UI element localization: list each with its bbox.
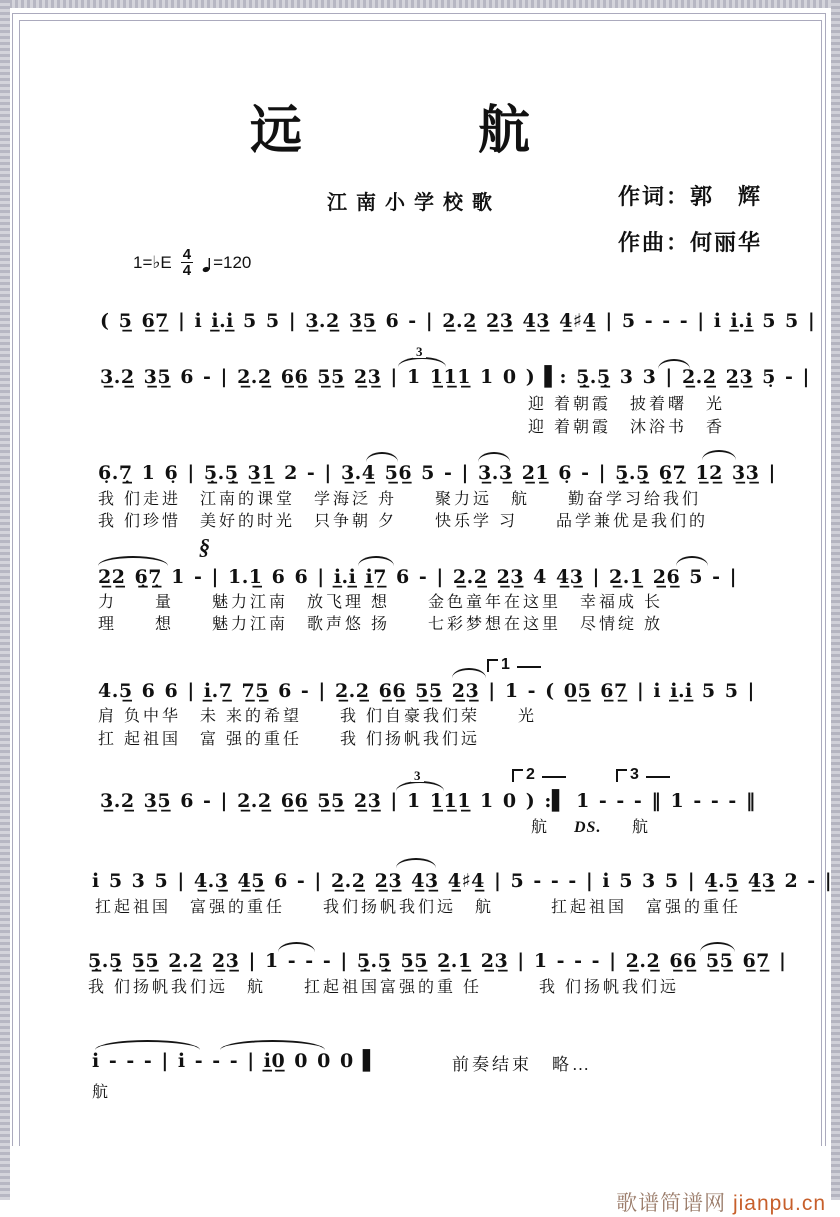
volta-number-1: 1: [501, 656, 510, 673]
lyricist-credit: 作词：郭 辉: [618, 184, 763, 209]
volta-dash: [542, 776, 566, 778]
triplet-label-2: 3: [411, 769, 424, 782]
volta-number-2: 2: [526, 766, 535, 783]
lyrics-line-4b: 理 想 魅力江南 歌声悠 扬 七彩梦想在这里 尽情绽 放: [98, 616, 664, 633]
key-signature: 1=♭E: [133, 252, 172, 272]
page-edge-left: [0, 0, 10, 1200]
coda-note: 前奏结束 略…: [452, 1055, 592, 1074]
volta-bracket-3: [616, 766, 670, 784]
volta-corner: [487, 659, 498, 672]
lyrics-line-9: 航: [92, 1084, 112, 1101]
lyrics-line-6a: 航: [531, 819, 551, 836]
watermark: [602, 1163, 826, 1217]
volta-bracket-1: [487, 656, 541, 674]
lyrics-line-2b: 迎 着朝霞 沐浴书 香: [528, 419, 726, 436]
music-line-2: 3̲.2̲ 3̲5̲ 6 - | 2̲.2̲ 6̲6̲ 5̲5̲ 2̲3̲ | 1 1̲1̲1̲ 1 0 ) ▌: 5̣̲.5̣̲ 3 3 | 2̲.2̲ 2̲3̲ 5̣ - |: [100, 366, 810, 388]
volta-corner: [616, 769, 627, 782]
music-line-9: i - - - | i - - - | i̲0̲ 0 0 0 ▌: [92, 1050, 378, 1072]
volta-dash: [646, 776, 670, 778]
music-line-8: 5̣̲.5̣̲ 5̲5̲ 2̲.2̲ 2̲3̲ | 1 - - - | 5̣̲.5̣̲ 5̲5̲ 2̲.1̲ 2̲3̲ | 1 - - - | 2̲.2̲ 6̲6̲ 5̲5̲ 6̲7̲ |: [88, 950, 787, 972]
music-line-4: 2̲2̲ 6̣̲7̣̲ 1 - | 1.1̲ 6 6 | i̲.i̲ i̲7̲ 6 - | 2̲.2̲ 2̲3̲ 4 4̲3̲ | 2̲.1̲ 2̲6̲ 5 - |: [98, 566, 738, 588]
music-line-5: 4.5̲ 6 6 | i̲.7̲ 7̲5̲ 6 - | 2̲.2̲ 6̲6̲ 5̲5̲ 2̲3̲ | 1 - ( 0̲5̲ 6̲7̲ | i i̲.i̲ 5 5 |: [98, 680, 755, 702]
volta-bracket-2: [512, 766, 566, 784]
tempo-marking: [202, 253, 251, 273]
time-signature-top: 4: [182, 246, 192, 263]
page-edge-right: [831, 0, 840, 1200]
time-signature: [181, 247, 193, 278]
lyrics-line-4a: 力 量 魅力江南 放飞理 想 金色童年在这里 幸福成 长: [98, 594, 664, 611]
page-edge-top: [0, 0, 840, 8]
watermark-site-name: 歌谱简谱网: [616, 1192, 733, 1215]
time-signature-bottom: 4: [182, 262, 192, 279]
lyrics-line-3b: 我 们珍惜 美好的时光 只争朝 夕 快乐学 习 品学兼优是我们的: [98, 513, 709, 530]
ds-marking: DS.: [574, 819, 602, 836]
lyrics-line-5b: 扛 起祖国 富 强的重任 我 们扬帆我们远: [98, 731, 481, 748]
lyrics-line-5a: 肩 负中华 未 来的希望 我 们自豪我们荣 光: [98, 708, 538, 725]
volta-number-3: 3: [630, 766, 639, 783]
song-title: 远 航: [250, 103, 555, 160]
lyrics-line-6b: 航: [632, 819, 652, 836]
segno-icon: §: [199, 534, 210, 559]
triplet-label-1: 3: [413, 345, 426, 358]
music-line-7: i 5 3 5 | 4̲.3̲ 4̲5̲ 6 - | 2̲.2̲ 2̲3̲ 4̲3̲ 4̲♯4̲ | 5 - - - | i 5 3 5 | 4̲.5̲ 4̲3̲ 2 - |: [92, 870, 833, 892]
quarter-note-icon: [202, 255, 212, 273]
composer-credit: 作曲：何丽华: [618, 230, 763, 255]
volta-corner: [512, 769, 523, 782]
music-line-6: 3̲.2̲ 3̲5̲ 6 - | 2̲.2̲ 6̲6̲ 5̲5̲ 2̲3̲ | 1 1̲1̲1̲ 1 0 ) :▌ 1 - - - ‖ 1 - - - ‖: [100, 790, 756, 812]
music-line-1: ( 5̲ 6̲7̲ | i i̲.i̲ 5 5 | 3̲.2̲ 3̲5̲ 6 - | 2̲.2̲ 2̲3̲ 4̲3̲ 4̲♯4̲ | 5 - - - | i i̲.i̲ 5 5 |: [100, 310, 816, 332]
volta-dash: [517, 666, 541, 668]
lyrics-line-8: 我 们扬帆我们远 航 扛起祖国富强的重 任 我 们扬帆我们远: [88, 979, 680, 996]
lyrics-line-7: 扛起祖国 富强的重任 我们扬帆我们远 航 扛起祖国 富强的重任: [95, 899, 742, 916]
song-subtitle: 江南小学校歌: [327, 192, 501, 214]
lyrics-line-2a: 迎 着朝霞 披着曙 光: [528, 396, 726, 413]
tempo-value: =120: [213, 252, 252, 272]
music-line-3: 6̣.7̣̲ 1 6̣ | 5̣̲.5̣̲ 3̲1̲ 2 - | 3̲.4̲ 5̲6̲ 5 - | 3̲.3̲ 2̲1̲ 6̣ - | 5̣̲.5̣̲ 6̣̲7̣̲ 1̲2̲ 3̲3̲ |: [98, 462, 776, 484]
lyrics-line-3a: 我 们走进 江南的课堂 学海泛 舟 聚力远 航 勤奋学习给我们: [98, 491, 702, 508]
watermark-site-url: jianpu.cn: [732, 1192, 826, 1215]
key-tempo-row: [133, 247, 251, 278]
